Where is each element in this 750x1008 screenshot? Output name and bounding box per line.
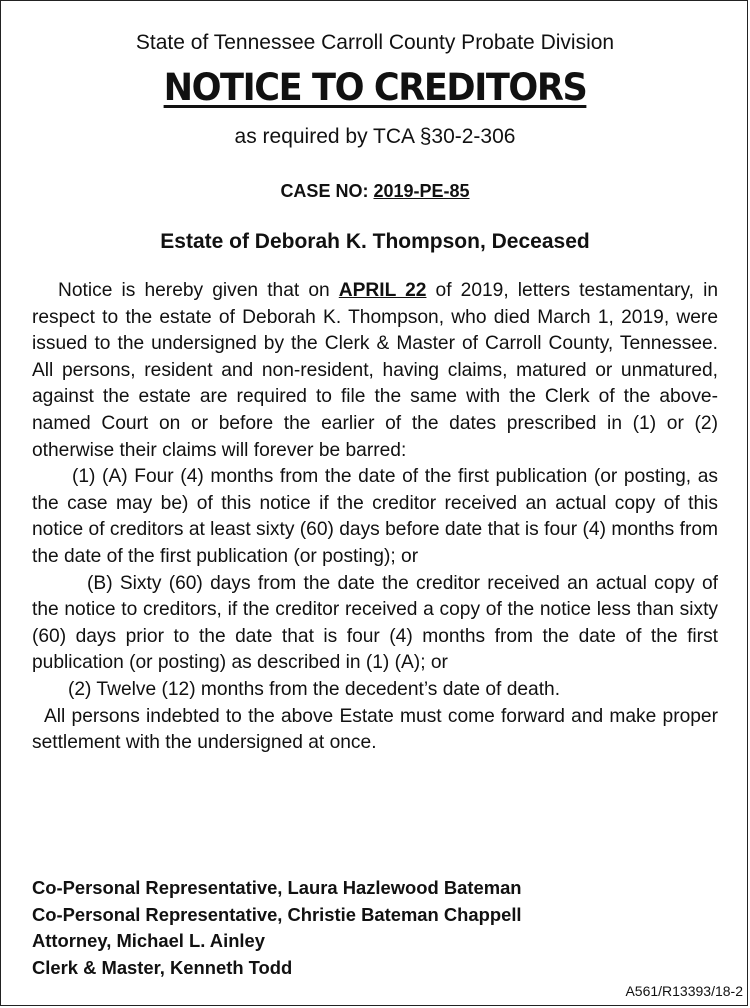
notice-body (32, 278, 718, 757)
signer-line: Co-Personal Representative, Christie Bateman Chappell (32, 903, 522, 925)
statute-subtitle: as required by TCA §30-2-306 (234, 125, 516, 148)
signature-block (32, 875, 522, 981)
signer-line: Co-Personal Representative, Laura Hazlewood Bateman (32, 877, 522, 898)
paragraph-notice (32, 278, 718, 464)
notice-text-rest: of 2019, letters testamentary, in respect to the estate of Deborah K. Thompson, who died March 1, 2019, were issued to the undersigned by the Clerk & Master of Carroll County, Tennessee. All persons, resident and non-resident, having claims, matured or unmatured, against the estate are required to file the same with the Clerk of the above-named Court on or before the earlier of the dates prescribed in (1) or (2) otherwise their claims will forever be barred: (32, 280, 719, 461)
notice-text-lead: Notice is hereby given that on (58, 280, 339, 301)
court-line: State of Tennessee Carroll County Probate Division (135, 31, 615, 54)
paragraph-indebted: All persons indebted to the above Estate must come forward and make proper settlement with the undersigned at once. (32, 705, 718, 754)
page-title: NOTICE TO CREDITORS (163, 66, 587, 109)
estate-heading: Estate of Deborah K. Thompson, Deceased (160, 230, 590, 253)
paragraph-2: (2) Twelve (12) months from the decedent’s date of death. (68, 678, 561, 700)
case-number-line (0, 181, 750, 201)
signer-line: Clerk & Master, Kenneth Todd (32, 956, 293, 978)
paragraph-1b: (B) Sixty (60) days from the date the creditor received an actual copy of the notice to creditors, if the creditor received a copy of the notice less than sixty (60) days prior to the date that is four (4) months from the date of the first publication (or posting) as described in (1) (A); or (32, 572, 718, 674)
signer-line: Attorney, Michael L. Ainley (32, 930, 265, 951)
case-label: CASE NO: (280, 181, 369, 201)
ad-code: A561/R13393/18-2 (625, 983, 743, 999)
case-number: 2019-PE-85 (373, 181, 470, 201)
letters-date: APRIL 22 (338, 280, 427, 301)
paragraph-1a: (1) (A) Four (4) months from the date of the first publication (or posting, as the case may be) of this notice if the creditor received an actual copy of this notice of creditors at least sixty (60) days before date that is four (4) months from the date of the first publication (or posting); or (32, 466, 718, 567)
